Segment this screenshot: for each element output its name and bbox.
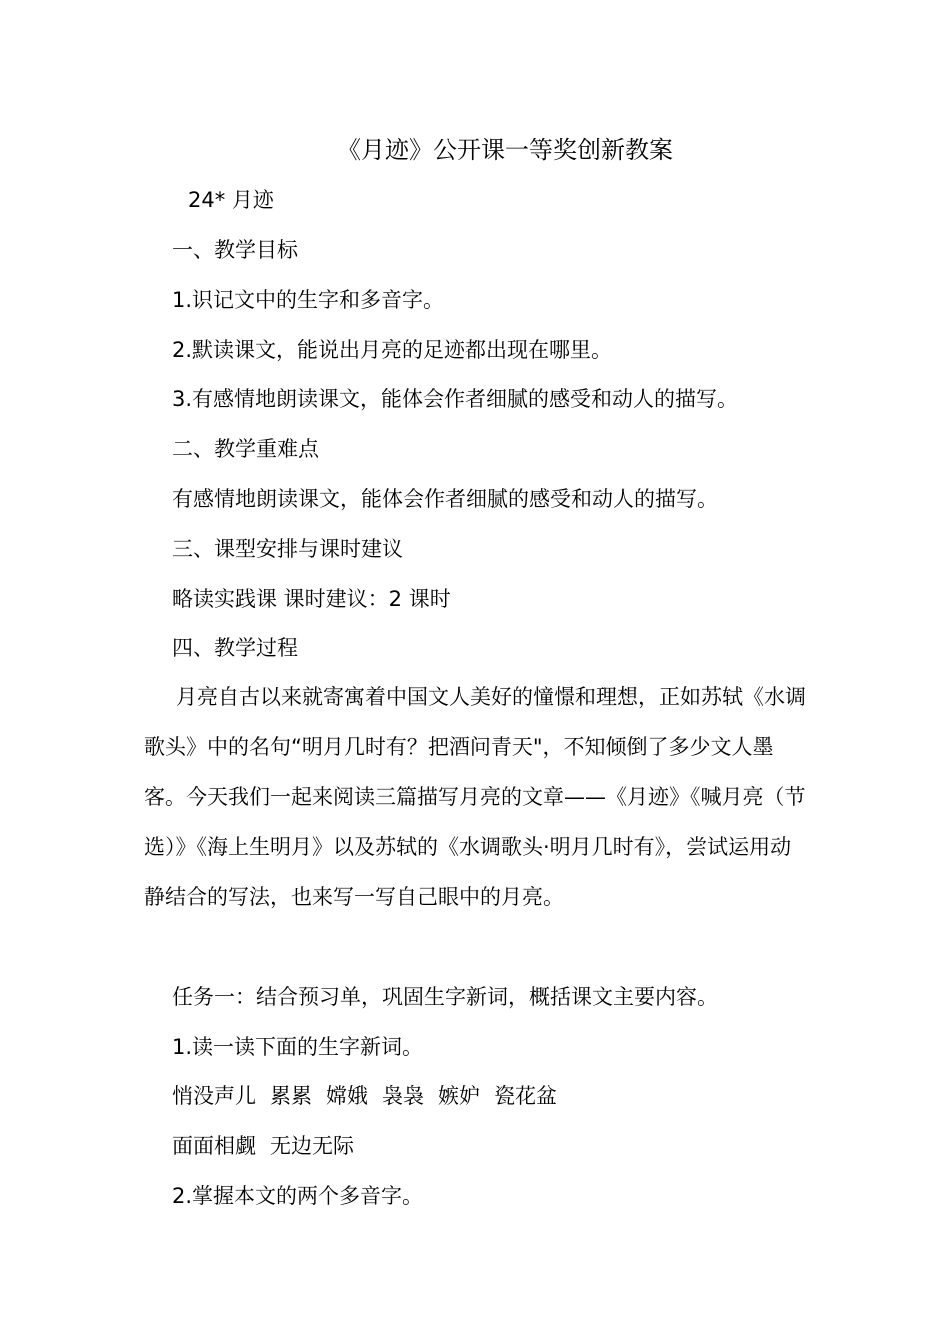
task1-step1: 1.读一读下面的生字新词。	[172, 1035, 424, 1059]
word-item: 嫦娥	[326, 1084, 368, 1108]
word-item: 嫉妒	[438, 1084, 480, 1108]
document-title: 《月迹》公开课一等奖创新教案	[337, 136, 673, 164]
goal-item-3: 3.有感情地朗读课文，能体会作者细腻的感受和动人的描写。	[172, 387, 739, 411]
word-item: 无边无际	[270, 1134, 354, 1158]
lesson-heading: 24* 月迹	[188, 188, 274, 212]
task1-heading: 任务一：结合预习单，巩固生字新词，概括课文主要内容。	[172, 985, 718, 1009]
intro-paragraph-text: 月亮自古以来就寄寓着中国文人美好的憧憬和理想，正如苏轼《水调歌头》中的名句“明月几时有？把酒问青天"，不知倾倒了多少文人墨客。今天我们一起来阅读三篇描写月亮的文章——《月迹》《喊月亮（节选）》《海上生明月》以及苏轼的《水调歌头·明月几时有》，尝试运用动静结合的写法，也来写一写自己眼中的月亮。	[144, 685, 806, 909]
section-heading-key-points: 二、教学重难点	[172, 437, 319, 461]
intro-paragraph	[144, 672, 812, 922]
word-item: 面面相觑	[172, 1134, 256, 1158]
goal-item-1: 1.识记文中的生字和多音字。	[172, 288, 445, 312]
lesson-type-text: 略读实践课 课时建议：2 课时	[172, 587, 451, 611]
task1-step2: 2.掌握本文的两个多音字。	[172, 1184, 424, 1208]
key-point-text: 有感情地朗读课文，能体会作者细腻的感受和动人的描写。	[172, 487, 718, 511]
word-list-row-1	[172, 1081, 571, 1111]
goal-item-2: 2.默读课文，能说出月亮的足迹都出现在哪里。	[172, 338, 613, 362]
section-heading-goals: 一、教学目标	[172, 238, 298, 262]
section-heading-process: 四、教学过程	[172, 636, 298, 660]
word-item: 袅袅	[382, 1084, 424, 1108]
word-list-row-2	[172, 1131, 368, 1161]
word-item: 悄没声儿	[172, 1084, 256, 1108]
word-item: 瓷花盆	[494, 1084, 557, 1108]
section-heading-lesson-type: 三、课型安排与课时建议	[172, 537, 403, 561]
word-item: 累累	[270, 1084, 312, 1108]
